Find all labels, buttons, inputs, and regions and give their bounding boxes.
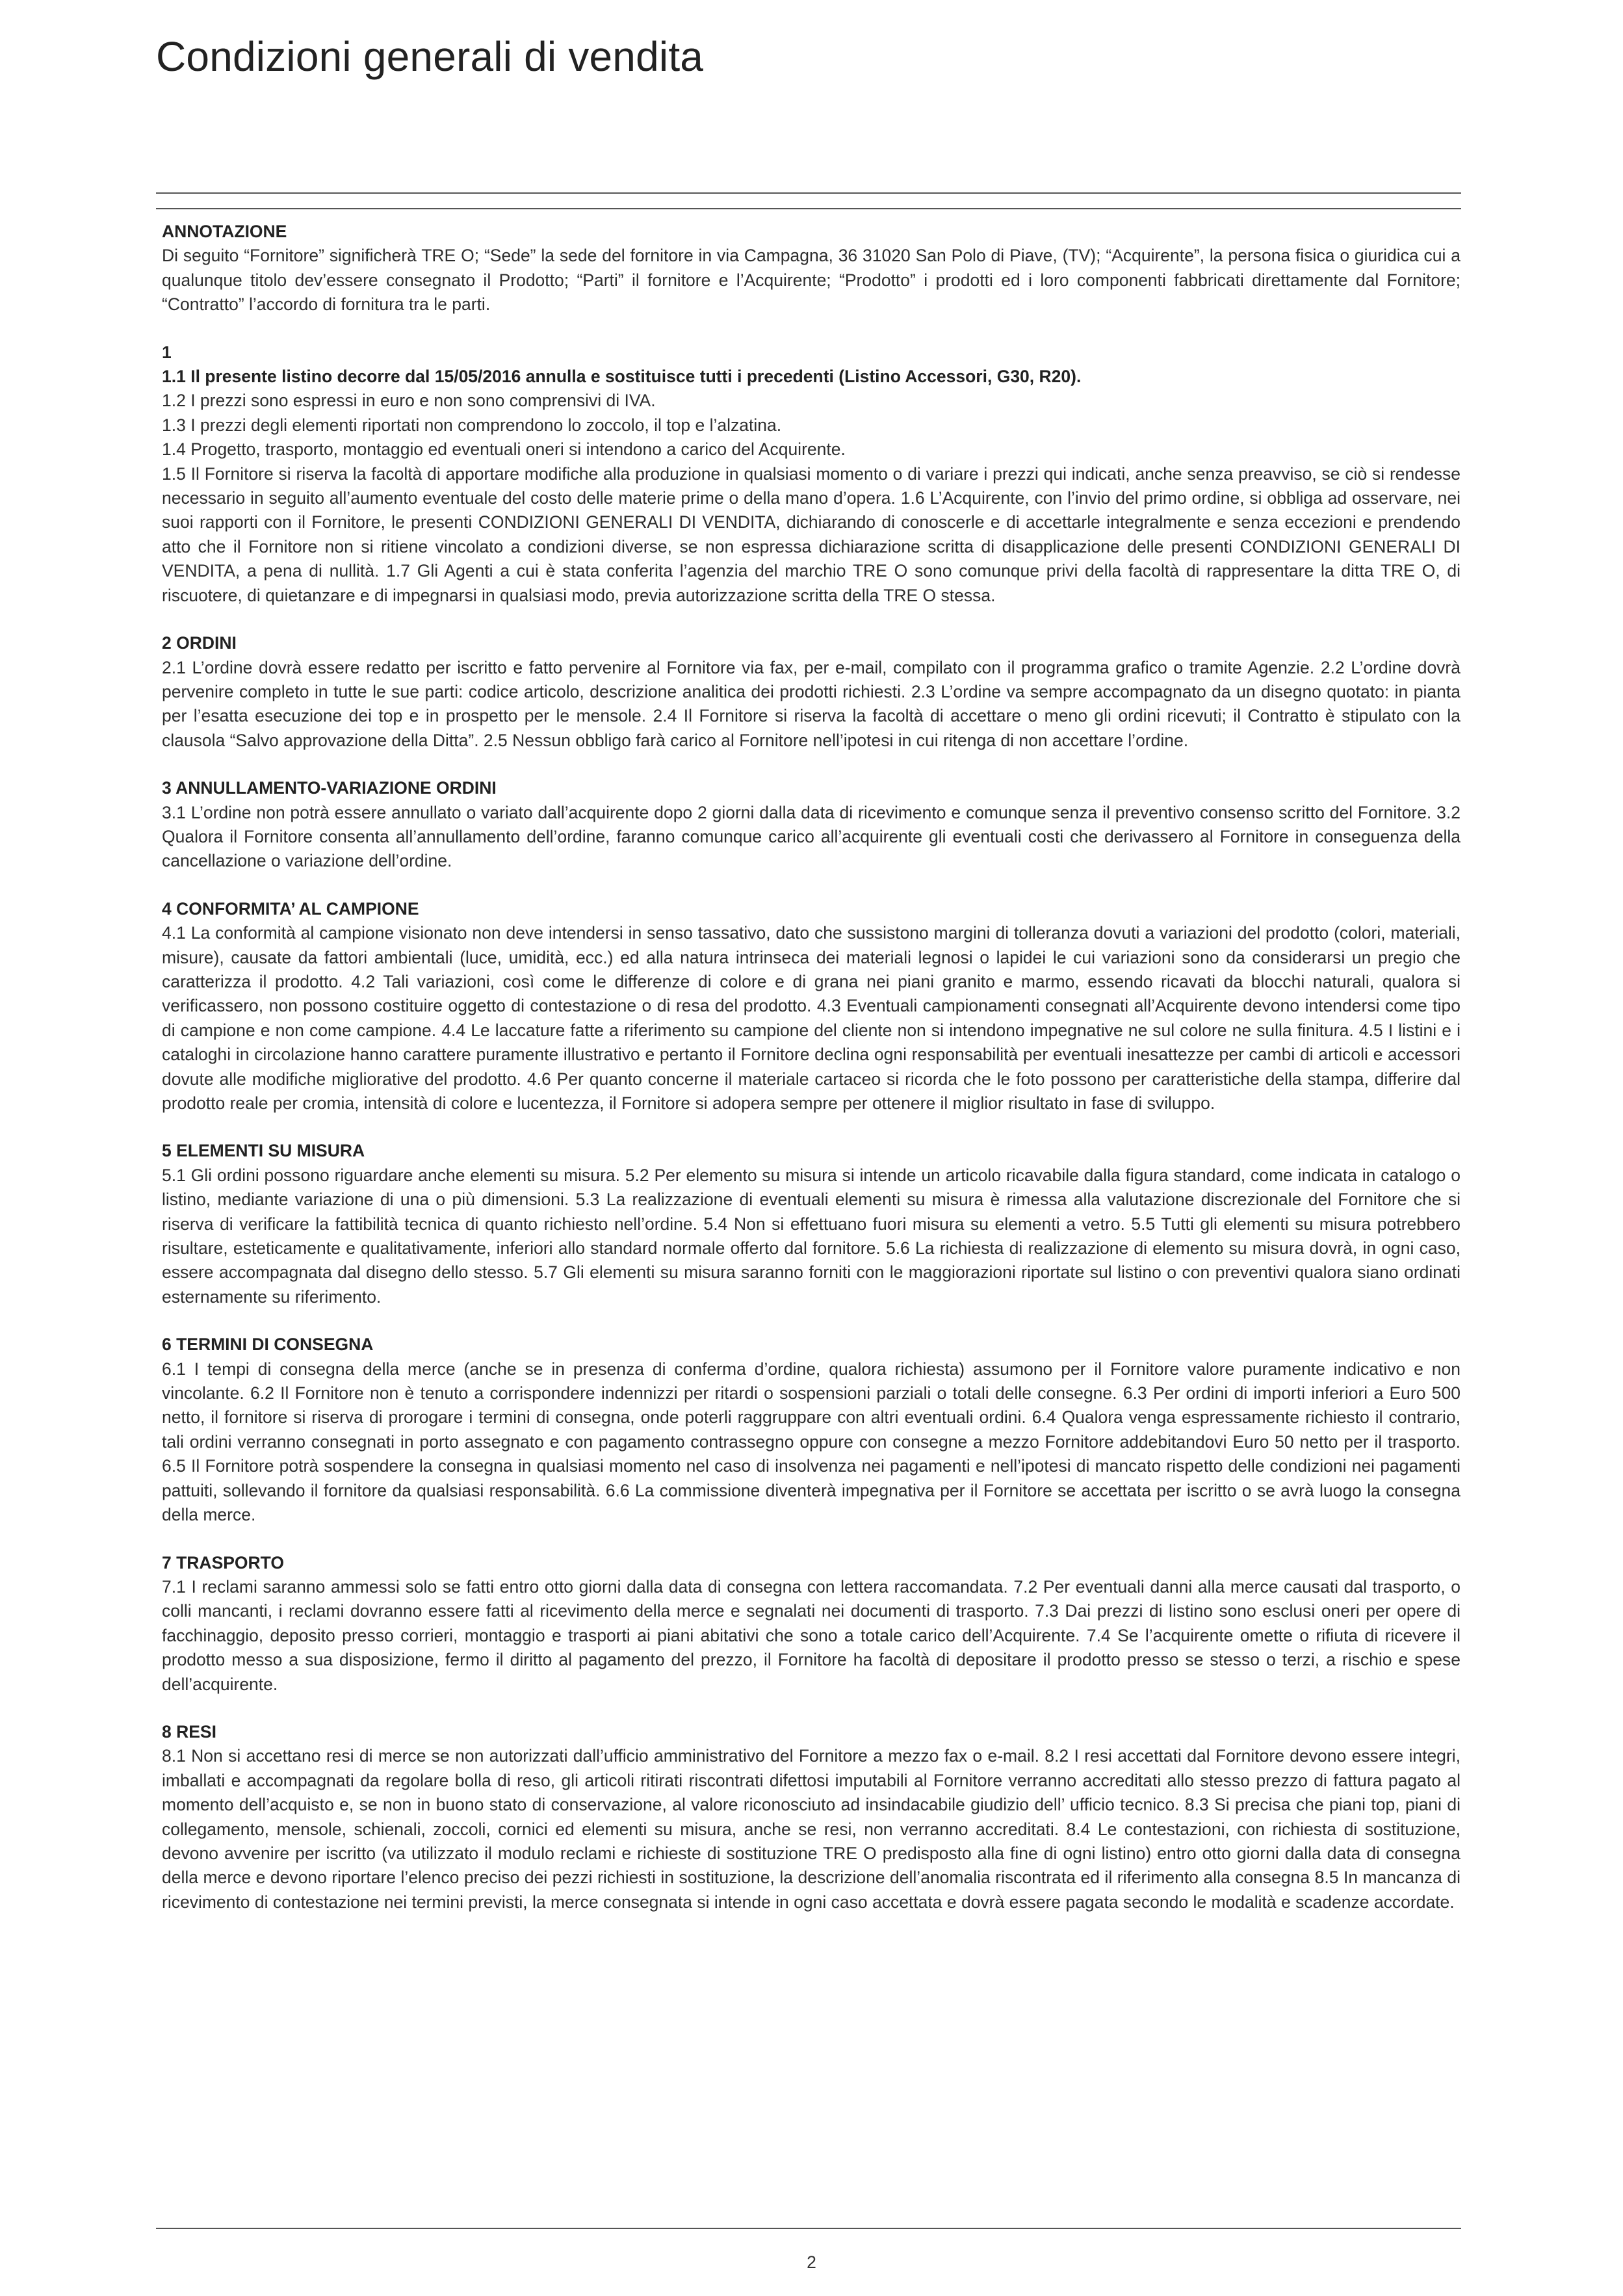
- section-body: 8.1 Non si accettano resi di merce se non autorizzati dall’ufficio amministrativo del Fornitore a mezzo fax o e-mail. 8.2 I resi accettati dal Fornitore devono essere integri, imballati e accompagnati da regolare bolla di reso, gli articoli ritirati riscontrati difettosi imputabili al Fornitore verranno accreditati allo stesso prezzo di fattura pagato al momento dell’acquisto e, se non in buono stato di conservazione, al valore riconosciuto ad insindacabile giudizio dell’ ufficio tecnico. 8.3 Si precisa che piani top, piani di collegamento, mensole, schienali, zoccoli, cornici ed elementi su misura, anche se resi, non verranno accreditati. 8.4 Le contestazioni, con richiesta di sostituzione, devono avvenire per iscritto (va utilizzato il modulo reclami e richieste di sostituzione TRE O predisposto alla fine di ogni listino) entro otto giorni dalla data di consegna della merce e devono riportare l’elenco preciso dei pezzi richiesti in sostituzione, la descrizione dell’anomalia riscontrata ed il riferimento alla consegna 8.5 In mancanza di ricevimento di contestazione nei termini previsti, la merce consegnata si intende in ogni caso accettata e dovrà essere pagata secondo le modalità e scadenze accordate.: [162, 1746, 1461, 1912]
- header-divider-bottom: [156, 208, 1461, 209]
- section-4-conformita: [162, 897, 1461, 1116]
- section-heading: 1: [162, 342, 172, 362]
- section-heading: 7 TRASPORTO: [162, 1552, 284, 1572]
- section-2-ordini: [162, 631, 1461, 753]
- section-1: [162, 341, 1461, 608]
- page-title: Condizioni generali di vendita: [156, 33, 704, 80]
- section-body: 4.1 La conformità al campione visionato non deve intendersi in senso tassativo, dato che sussistono margini di tolleranza dovuti a variazioni del prodotto (colori, materiali, misure), causate da fattori ambientali (luce, umidità, ecc.) ed alla natura intrinseca dei materiali legnosi o lapidei le cui variazioni sono da considerarsi un pregio che caratterizza il prodotto. 4.2 Tali variazioni, così come le differenze di colore e di grana nei piani granito e marmo, essendo ricavati da blocchi naturali, qualora si verificassero, non possono costituire oggetto di contestazione o di resa del prodotto. 4.3 Eventuali campionamenti consegnati all’Acquirente devono intendersi come tipo di campione e non come campione. 4.4 Le laccature fatte a riferimento su campione del cliente non si intendono impegnative ne sul colore ne sulla finitura. 4.5 I listini e i cataloghi in circolazione hanno carattere puramente illustrativo e pertanto il Fornitore declina ogni responsabilità per eventuali inesattezze per cambi di articoli e accessori dovute alle modifiche migliorative del prodotto. 4.6 Per quanto concerne il materiale cartaceo si ricorda che le foto possono per caratteristiche della stampa, differire dal prodotto reale per cromia, intensità di colore e lucentezza, il Fornitore si adopera sempre per ottenere il miglior risultato in fase di sviluppo.: [162, 923, 1461, 1113]
- section-8-resi: [162, 1720, 1461, 1914]
- page-number: 2: [807, 2252, 816, 2272]
- clause-1-4: 1.4 Progetto, trasporto, montaggio ed eventuali oneri si intendono a carico del Acquirente.: [162, 439, 846, 460]
- footer-divider: [156, 2228, 1461, 2229]
- section-heading: 8 RESI: [162, 1721, 216, 1742]
- section-7-trasporto: [162, 1551, 1461, 1697]
- clause-1-2: 1.2 I prezzi sono espressi in euro e non sono comprensivi di IVA.: [162, 391, 656, 411]
- section-body: Di seguito “Fornitore” significherà TRE O; “Sede” la sede del fornitore in via Campagna, 36 31020 San Polo di Piave, (TV); “Acquirente”, la persona fisica o giuridica cui a qualunque titolo dev’essere consegnato il Prodotto; “Parti” il fornitore e l’Acquirente; “Prodotto” i prodotti ed i loro componenti fabbricati direttamente dal Fornitore; “Contratto” l’accordo di fornitura tra le parti.: [162, 246, 1461, 315]
- section-5-elementi-su-misura: [162, 1139, 1461, 1309]
- header-divider-top: [156, 192, 1461, 194]
- section-heading: 3 ANNULLAMENTO-VARIAZIONE ORDINI: [162, 778, 497, 798]
- section-heading: 2 ORDINI: [162, 633, 237, 653]
- section-annotazione: [162, 220, 1461, 317]
- terms-content: [162, 220, 1461, 1938]
- section-heading: 6 TERMINI DI CONSEGNA: [162, 1335, 374, 1355]
- section-body: 6.1 I tempi di consegna della merce (anche se in presenza di conferma d’ordine, qualora richiesta) assumono per il Fornitore valore puramente indicativo e non vincolante. 6.2 Il Fornitore non è tenuto a corrispondere indennizzi per ritardi o sospensioni parziali o totali delle consegne. 6.3 Per ordini di importi inferiori a Euro 500 netto, il fornitore si riserva di prorogare i termini di consegna, onde poterli raggruppare con altri eventuali ordini. 6.4 Qualora venga espressamente richiesto il contrario, tali ordini verranno consegnati in porto assegnato e con pagamento contrassegno oppure con consegne a mezzo Fornitore addebitandovi Euro 50 netto per il trasporto. 6.5 Il Fornitore potrà sospendere la consegna in qualsiasi momento nel caso di insolvenza nei pagamenti e nell’ipotesi di mancato rispetto delle condizioni nei pagamenti pattuiti, sollevando il fornitore da qualsiasi responsabilità. 6.6 La commissione diventerà impegnativa per il Fornitore se accettata per iscritto o se avrà luogo la consegna della merce.: [162, 1359, 1461, 1525]
- section-body: 2.1 L’ordine dovrà essere redatto per iscritto e fatto pervenire al Fornitore via fax, per e-mail, compilato con il programma grafico o tramite Agenzie. 2.2 L’ordine dovrà pervenire completo in tutte le sue parti: codice articolo, descrizione analitica dei prodotti richiesti. 2.3 L’ordine va sempre accompagnato da un disegno quotato: in pianta per l’esatta esecuzione dei top e in prospetto per le mensole. 2.4 Il Fornitore si riserva la facoltà di accettare o meno gli ordini ricevuti; il Contratto è stipulato con la clausola “Salvo approvazione della Ditta”. 2.5 Nessun obbligo farà carico al Fornitore nell’ipotesi in cui ritenga di non accettare l’ordine.: [162, 657, 1461, 750]
- section-3-annullamento: [162, 776, 1461, 874]
- clause-1-3: 1.3 I prezzi degli elementi riportati non comprendono lo zoccolo, il top e l’alzatina.: [162, 415, 782, 435]
- clause-1-5: 1.5 Il Fornitore si riserva la facoltà di apportare modifiche alla produzione in qualsiasi momento o di variare i prezzi qui indicati, anche senza preavviso, se ciò si rendesse necessario in seguito all’aumento eventuale del costo delle materie prime o della mano d’opera. 1.6 L’Acquirente, con l’invio del primo ordine, si obbliga ad osservare, nei suoi rapporti con il Fornitore, le presenti CONDIZIONI GENERALI DI VENDITA, dichiarando di conoscerle e di accettarle integralmente e senza eccezioni e prendendo atto che il Fornitore non si ritiene vincolato a condizioni diverse, se non espressa dichiarazione scritta di disapplicazione delle presenti CONDIZIONI GENERALI DI VENDITA, a pena di nullità. 1.7 Gli Agenti a cui è stata conferita l’agenzia del marchio TRE O sono comunque privi della facoltà di rappresentare la ditta TRE O, di riscuotere, di quietanzare e di impegnarsi in qualsiasi modo, previa autorizzazione scritta della TRE O stessa.: [162, 463, 1461, 605]
- section-body: 5.1 Gli ordini possono riguardare anche elementi su misura. 5.2 Per elemento su misura si intende un articolo ricavabile dalla figura standard, come indicata in catalogo o listino, mediante variazione di una o più dimensioni. 5.3 La realizzazione di eventuali elementi su misura è rimessa alla valutazione discrezionale del Fornitore che si riserva di verificare la fattibilità tecnica di quanto richiesto nell’ordine. 5.4 Non si effettuano fuori misura su elementi a vetro. 5.5 Tutti gli elementi su misura potrebbero risultare, esteticamente e qualitativamente, inferiori allo standard normale offerto dal fornitore. 5.6 La richiesta di realizzazione di elemento su misura dovrà, in ogni caso, essere accompagnata dal disegno dello stesso. 5.7 Gli elementi su misura saranno forniti con le maggiorazioni riportate sul listino o con preventivi qualora siano ordinati esternamente su riferimento.: [162, 1165, 1461, 1307]
- section-heading: ANNOTAZIONE: [162, 222, 287, 241]
- section-heading: 5 ELEMENTI SU MISURA: [162, 1141, 365, 1161]
- clause-1-1: 1.1 Il presente listino decorre dal 15/05/2016 annulla e sostituisce tutti i precedenti (Listino Accessori, G30, R20).: [162, 367, 1082, 387]
- section-body: 3.1 L’ordine non potrà essere annullato o variato dall’acquirente dopo 2 giorni dalla data di ricevimento e comunque senza il preventivo consenso scritto del Fornitore. 3.2 Qualora il Fornitore consenta all’annullamento dell’ordine, faranno comunque carico all’acquirente gli eventuali costi che derivassero al Fornitore in conseguenza della cancellazione o variazione dell’ordine.: [162, 802, 1461, 871]
- section-body: 7.1 I reclami saranno ammessi solo se fatti entro otto giorni dalla data di consegna con lettera raccomandata. 7.2 Per eventuali danni alla merce causati dal trasporto, o colli mancanti, i reclami dovranno essere fatti al ricevimento della merce e segnalati nei documenti di trasporto. 7.3 Dai prezzi di listino sono esclusi oneri per opere di facchinaggio, deposito presso corrieri, montaggio e trasporti ai piani abitativi che sono a totale carico dell’Acquirente. 7.4 Se l’acquirente omette o rifiuta di ricevere il prodotto messo a sua disposizione, fermo il diritto al pagamento del prezzo, il Fornitore ha facoltà di depositare il prodotto presso se stesso o terzi, a rischio e spese dell’acquirente.: [162, 1576, 1461, 1694]
- section-heading: 4 CONFORMITA’ AL CAMPIONE: [162, 898, 419, 919]
- section-6-termini-consegna: [162, 1333, 1461, 1527]
